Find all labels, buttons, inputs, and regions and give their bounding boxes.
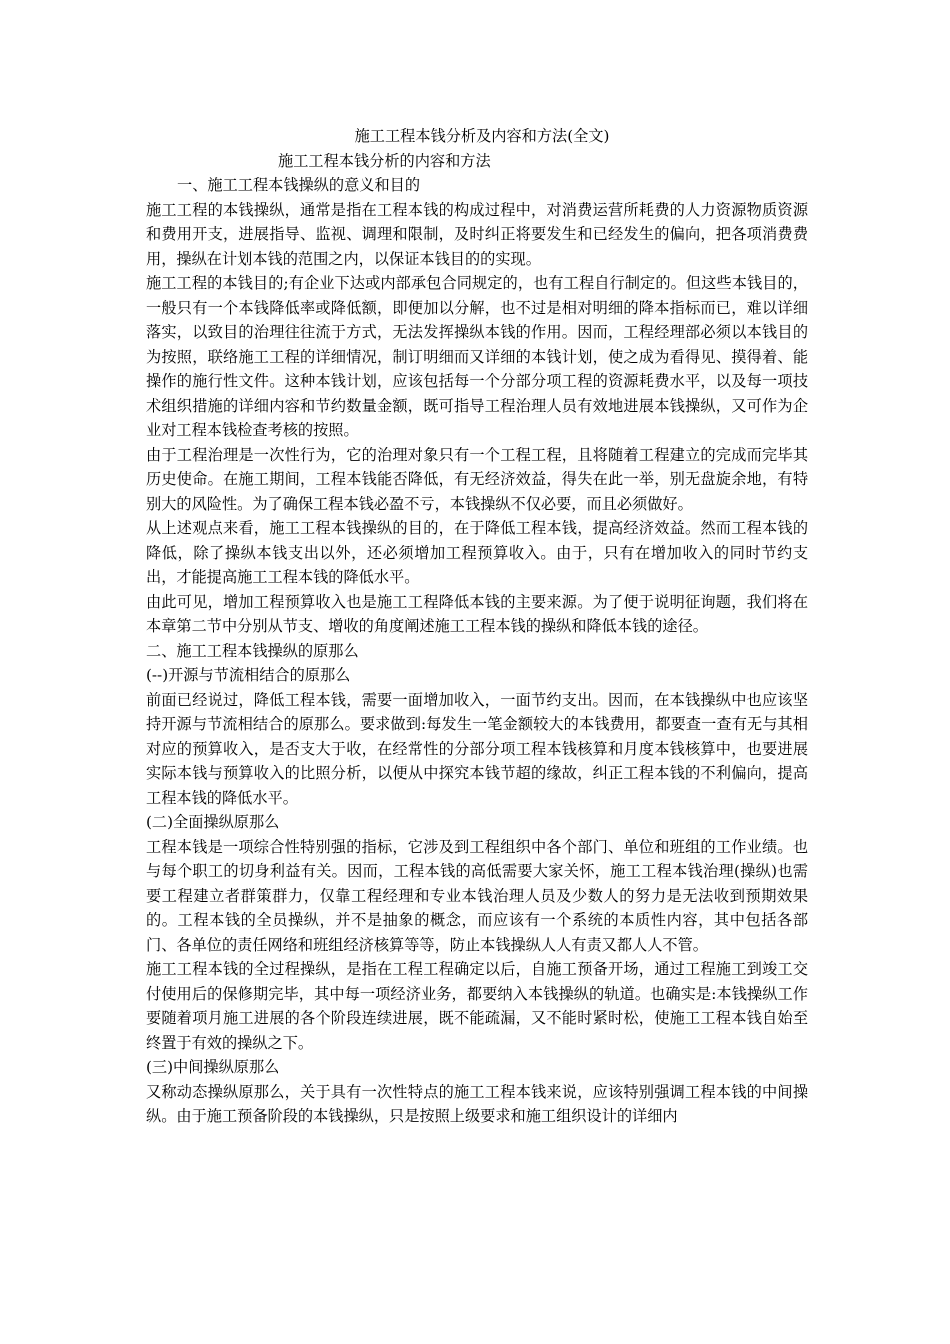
paragraph: 工程本钱是一项综合性特别强的指标，它涉及到工程组织中各个部门、单位和班组的工作业绩。也与每个职工的切身利益有关。因而，工程本钱的高低需要大家关怀，施工工程本钱治理(操纵)也需要工程建立者群策群力，仅靠工程经理和专业本钱治理人员及少数人的努力是无法收到预期效果的。工程本钱的全员操纵，并不是抽象的概念，而应该有一个系统的本质性内容，其中包括各部门、各单位的责任网络和班组经济核算等等，防止本钱操纵人人有责又都人人不管。 [146,837,808,954]
section-heading: (--)开源与节流相结合的原那么 [146,666,351,684]
paragraph: 施工工程的本钱操纵，通常是指在工程本钱的构成过程中，对消费运营所耗费的人力资源物质资源和费用开支，进展指导、监视、调理和限制，及时纠正将要发生和已经发生的偏向，把各项消费费用，操纵在计划本钱的范围之内，以保证本钱目的的实现。 [146,200,808,268]
document-subtitle: 施工工程本钱分析的内容和方法 [278,151,491,170]
document-blocks [146,173,808,1129]
paragraph: 由于工程治理是一次性行为，它的治理对象只有一个工程工程，且将随着工程建立的完成而完毕其历史使命。在施工期间，工程本钱能否降低，有无经济效益，得失在此一举，别无盘旋余地，有特别大的风险性。为了确保工程本钱必盈不亏，本钱操纵不仅必要，而且必须做好。 [146,445,808,513]
section-heading: (三)中间操纵原那么 [146,1058,280,1076]
document-title: 施工工程本钱分析及内容和方法(全文) [354,127,610,145]
paragraph: 从上述观点来看，施工工程本钱操纵的目的，在于降低工程本钱，提高经济效益。然而工程本钱的降低，除了操纵本钱支出以外，还必须增加工程预算收入。由于，只有在增加收入的同时节约支出，才能提高施工工程本钱的降低水平。 [146,519,808,586]
paragraph: 前面已经说过，降低工程本钱，需要一面增加收入，一面节约支出。因而，在本钱操纵中也应该坚持开源与节流相结合的原那么。要求做到:每发生一笔金额较大的本钱费用，都要查一查有无与其相对应的预算收入，是否支大于收，在经常性的分部分项工程本钱核算和月度本钱核算中，也要进展实际本钱与预算收入的比照分析，以便从中探究本钱节超的缘故，纠正工程本钱的不利偏向，提高工程本钱的降低水平。 [146,690,808,807]
section-heading: (二)全面操纵原那么 [146,813,280,831]
section-heading: 二、施工工程本钱操纵的原那么 [146,641,359,660]
document-body [146,124,808,1129]
paragraph: 又称动态操纵原那么，关于具有一次性特点的施工工程本钱来说，应该特别强调工程本钱的中间操纵。由于施工预备阶段的本钱操纵，只是按照上级要求和施工组织设计的详细内 [146,1082,808,1125]
section-heading: 一、施工工程本钱操纵的意义和目的 [177,176,420,194]
paragraph: 施工工程的本钱目的;有企业下达或内部承包合同规定的，也有工程自行制定的。但这些本钱目的，一般只有一个本钱降低率或降低额，即便加以分解，也不过是相对明细的降本指标而已，难以详细落实，以致目的治理往往流于方式，无法发挥操纵本钱的作用。因而，工程经理部必须以本钱目的为按照，联络施工工程的详细情况，制订明细而又详细的本钱计划，使之成为看得见、摸得着、能操作的施行性文件。这种本钱计划，应该包括每一个分部分项工程的资源耗费水平，以及每一项技术组织措施的详细内容和节约数量金额，既可指导工程治理人员有效地进展本钱操纵，又可作为企业对工程本钱检查考核的按照。 [146,274,808,439]
paragraph: 由此可见，增加工程预算收入也是施工工程降低本钱的主要来源。为了便于说明征询题，我们将在本章第二节中分别从节支、增收的角度阐述施工工程本钱的操纵和降低本钱的途径。 [146,592,808,635]
paragraph: 施工工程本钱的全过程操纵，是指在工程工程确定以后，自施工预备开场，通过工程施工到竣工交付使用后的保修期完毕，其中每一项经济业务，都要纳入本钱操纵的轨道。也确实是:本钱操纵工作要随着项月施工进展的各个阶段连续进展，既不能疏漏，又不能时紧时松，使施工工程本钱自始至终置于有效的操纵之下。 [146,960,808,1052]
